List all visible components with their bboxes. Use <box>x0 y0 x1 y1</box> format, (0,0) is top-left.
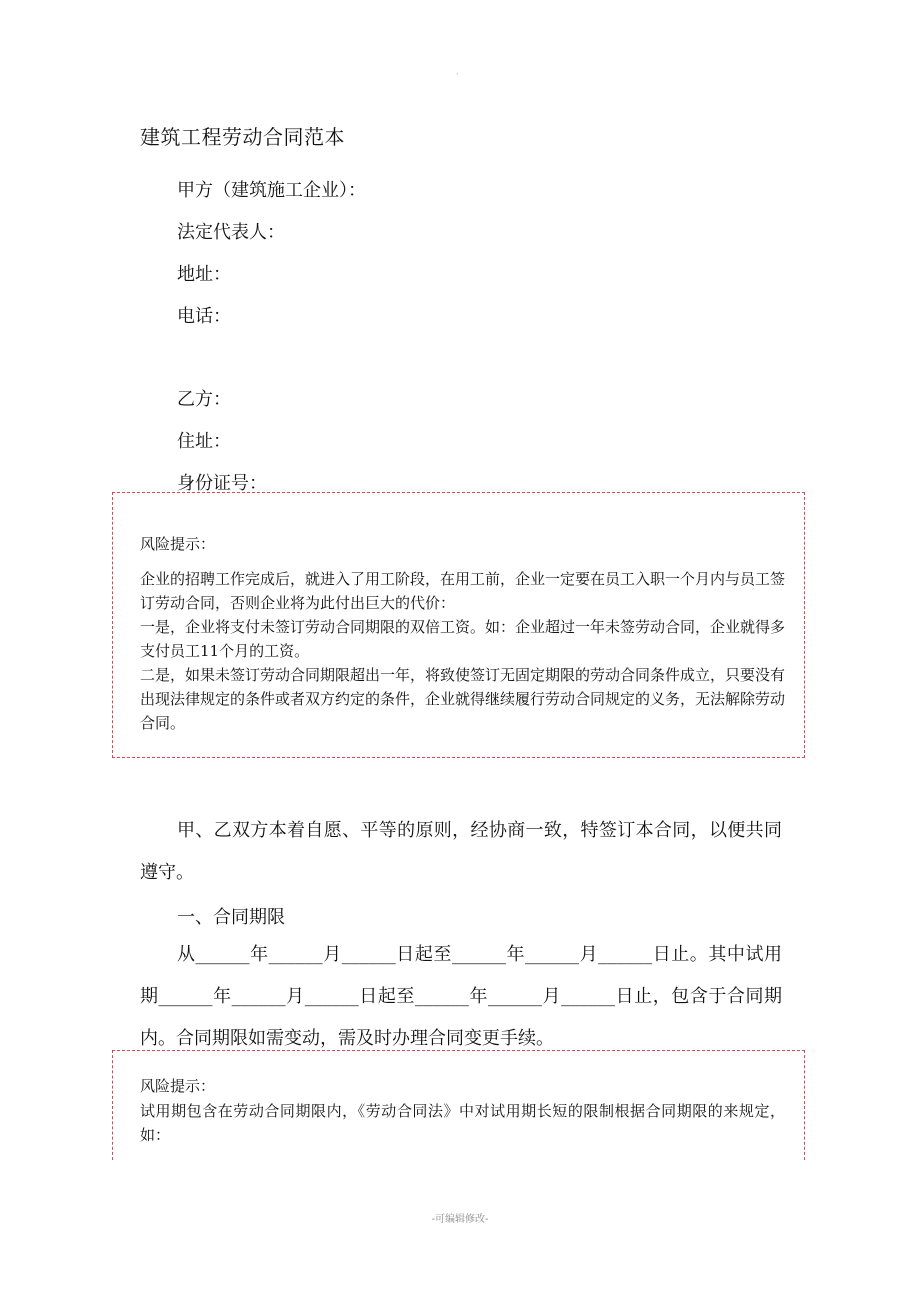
party-a-phone-field: 电话： <box>177 306 231 327</box>
risk-tip-paragraph: 企业的招聘工作完成后，就进入了用工阶段，在用工前，企业一定要在员工入职一个月内与员工签订劳动合同，否则企业将为此付出巨大的代价： <box>140 570 786 612</box>
risk-tip-title: 风险提示： <box>140 535 216 553</box>
risk-tip-box-1 <box>112 492 805 758</box>
section-heading: 一、合同期限 <box>177 907 285 928</box>
intro-paragraph: 甲、乙双方本着自愿、平等的原则，经协商一致，特签订本合同，以便共同遵守。 <box>140 820 782 883</box>
risk-tip-paragraph: 二是，如果未签订劳动合同期限超出一年，将致使签订无固定期限的劳动合同条件成立，只要没有出现法律规定的条件或者双方约定的条件，企业就得继续履行劳动合同规定的义务，无法解除劳动合同。 <box>140 666 786 732</box>
party-b-id-number-field: 身份证号： <box>177 473 267 494</box>
document-title: 建筑工程劳动合同范本 <box>140 125 345 149</box>
party-b-residence-field: 住址： <box>177 431 231 452</box>
risk-tip-box-2 <box>112 1050 805 1160</box>
party-a-label: 甲方（建筑施工企业）： <box>177 180 366 201</box>
party-b-label: 乙方： <box>177 389 231 410</box>
contract-term-paragraph: 从______年______月______日起至______年______月______日止。其中试用期______年______月______日起至______年______月______日止，包含于合同期内。合同期限如需变动，需及时办理合同变更手续。 <box>140 944 782 1049</box>
risk-tip-paragraph: 一是，企业将支付未签订劳动合同期限的双倍工资。如：企业超过一年未签劳动合同，企业就得多支付员工11个月的工资。 <box>140 618 786 660</box>
party-a-address-field: 地址： <box>177 264 231 285</box>
legal-representative-field: 法定代表人： <box>177 222 285 243</box>
risk-tip-paragraph: 试用期包含在劳动合同期限内，《劳动合同法》中对试用期长短的限制根据合同期限的来规定，如： <box>140 1102 785 1144</box>
page-footer: -可编辑修改- <box>431 1214 489 1225</box>
top-mark: · <box>456 70 459 79</box>
risk-tip-title: 风险提示： <box>140 1077 216 1095</box>
